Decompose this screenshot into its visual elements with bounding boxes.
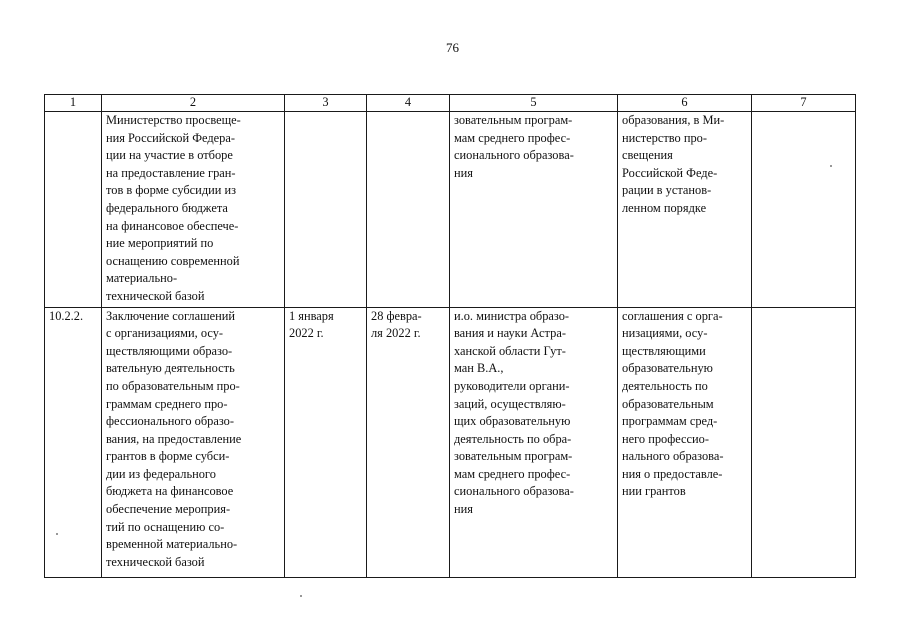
scan-speck [300, 595, 302, 597]
cell-event: Заключение соглашений с организациями, осу- ществляющими образо- вательную деятельность по образовательным про- граммам среднего про- фессионального образо- вания, на предоставление грантов в форме субси- дии из федерального бюджета на финансовое обеспечение мероприя- тий по оснащению со- временной материально- технической базой [102, 307, 285, 577]
table-row [45, 112, 856, 308]
scan-speck [56, 533, 58, 535]
cell-end-date: 28 февра- ля 2022 г. [367, 307, 450, 577]
cell-result: соглашения с орга- низациями, осу- ществляющими образовательную деятельность по образовательным программам сред- него профессио- нального образова- ния о предоставле- нии грантов [618, 307, 752, 577]
page-number: 76 [446, 40, 459, 55]
cell-note [752, 112, 856, 308]
column-header-2: 2 [102, 95, 285, 112]
column-header-5: 5 [450, 95, 618, 112]
column-header-3: 3 [285, 95, 367, 112]
cell-event: Министерство просвеще- ния Российской Федера- ции на участие в отборе на предоставление гран- тов в форме субсидии из федерального бюджета на финансовое обеспече- ние мероприятий по оснащению современной материально- технической базой [102, 112, 285, 308]
cell-note [752, 307, 856, 577]
column-header-6: 6 [618, 95, 752, 112]
table-row [45, 307, 856, 577]
cell-responsible: и.о. министра образо- вания и науки Астра- ханской области Гут- ман В.А., руководители органи- заций, осуществляю- щих образовательную деятельность по обра- зовательным програм- мам среднего профес- сионального образова- ния [450, 307, 618, 577]
header-row [45, 95, 856, 112]
cell-start-date: 1 января 2022 г. [285, 307, 367, 577]
column-header-4: 4 [367, 95, 450, 112]
column-header-7: 7 [752, 95, 856, 112]
cell-number [45, 112, 102, 308]
column-header-1: 1 [45, 95, 102, 112]
cell-end-date [367, 112, 450, 308]
scan-speck [830, 165, 832, 167]
cell-responsible: зовательным програм- мам среднего профес- сионального образова- ния [450, 112, 618, 308]
cell-result: образования, в Ми- нистерство про- свещения Российской Феде- рации в установ- ленном порядке [618, 112, 752, 308]
cell-start-date [285, 112, 367, 308]
cell-number: 10.2.2. [45, 307, 102, 577]
document-table [44, 94, 856, 578]
